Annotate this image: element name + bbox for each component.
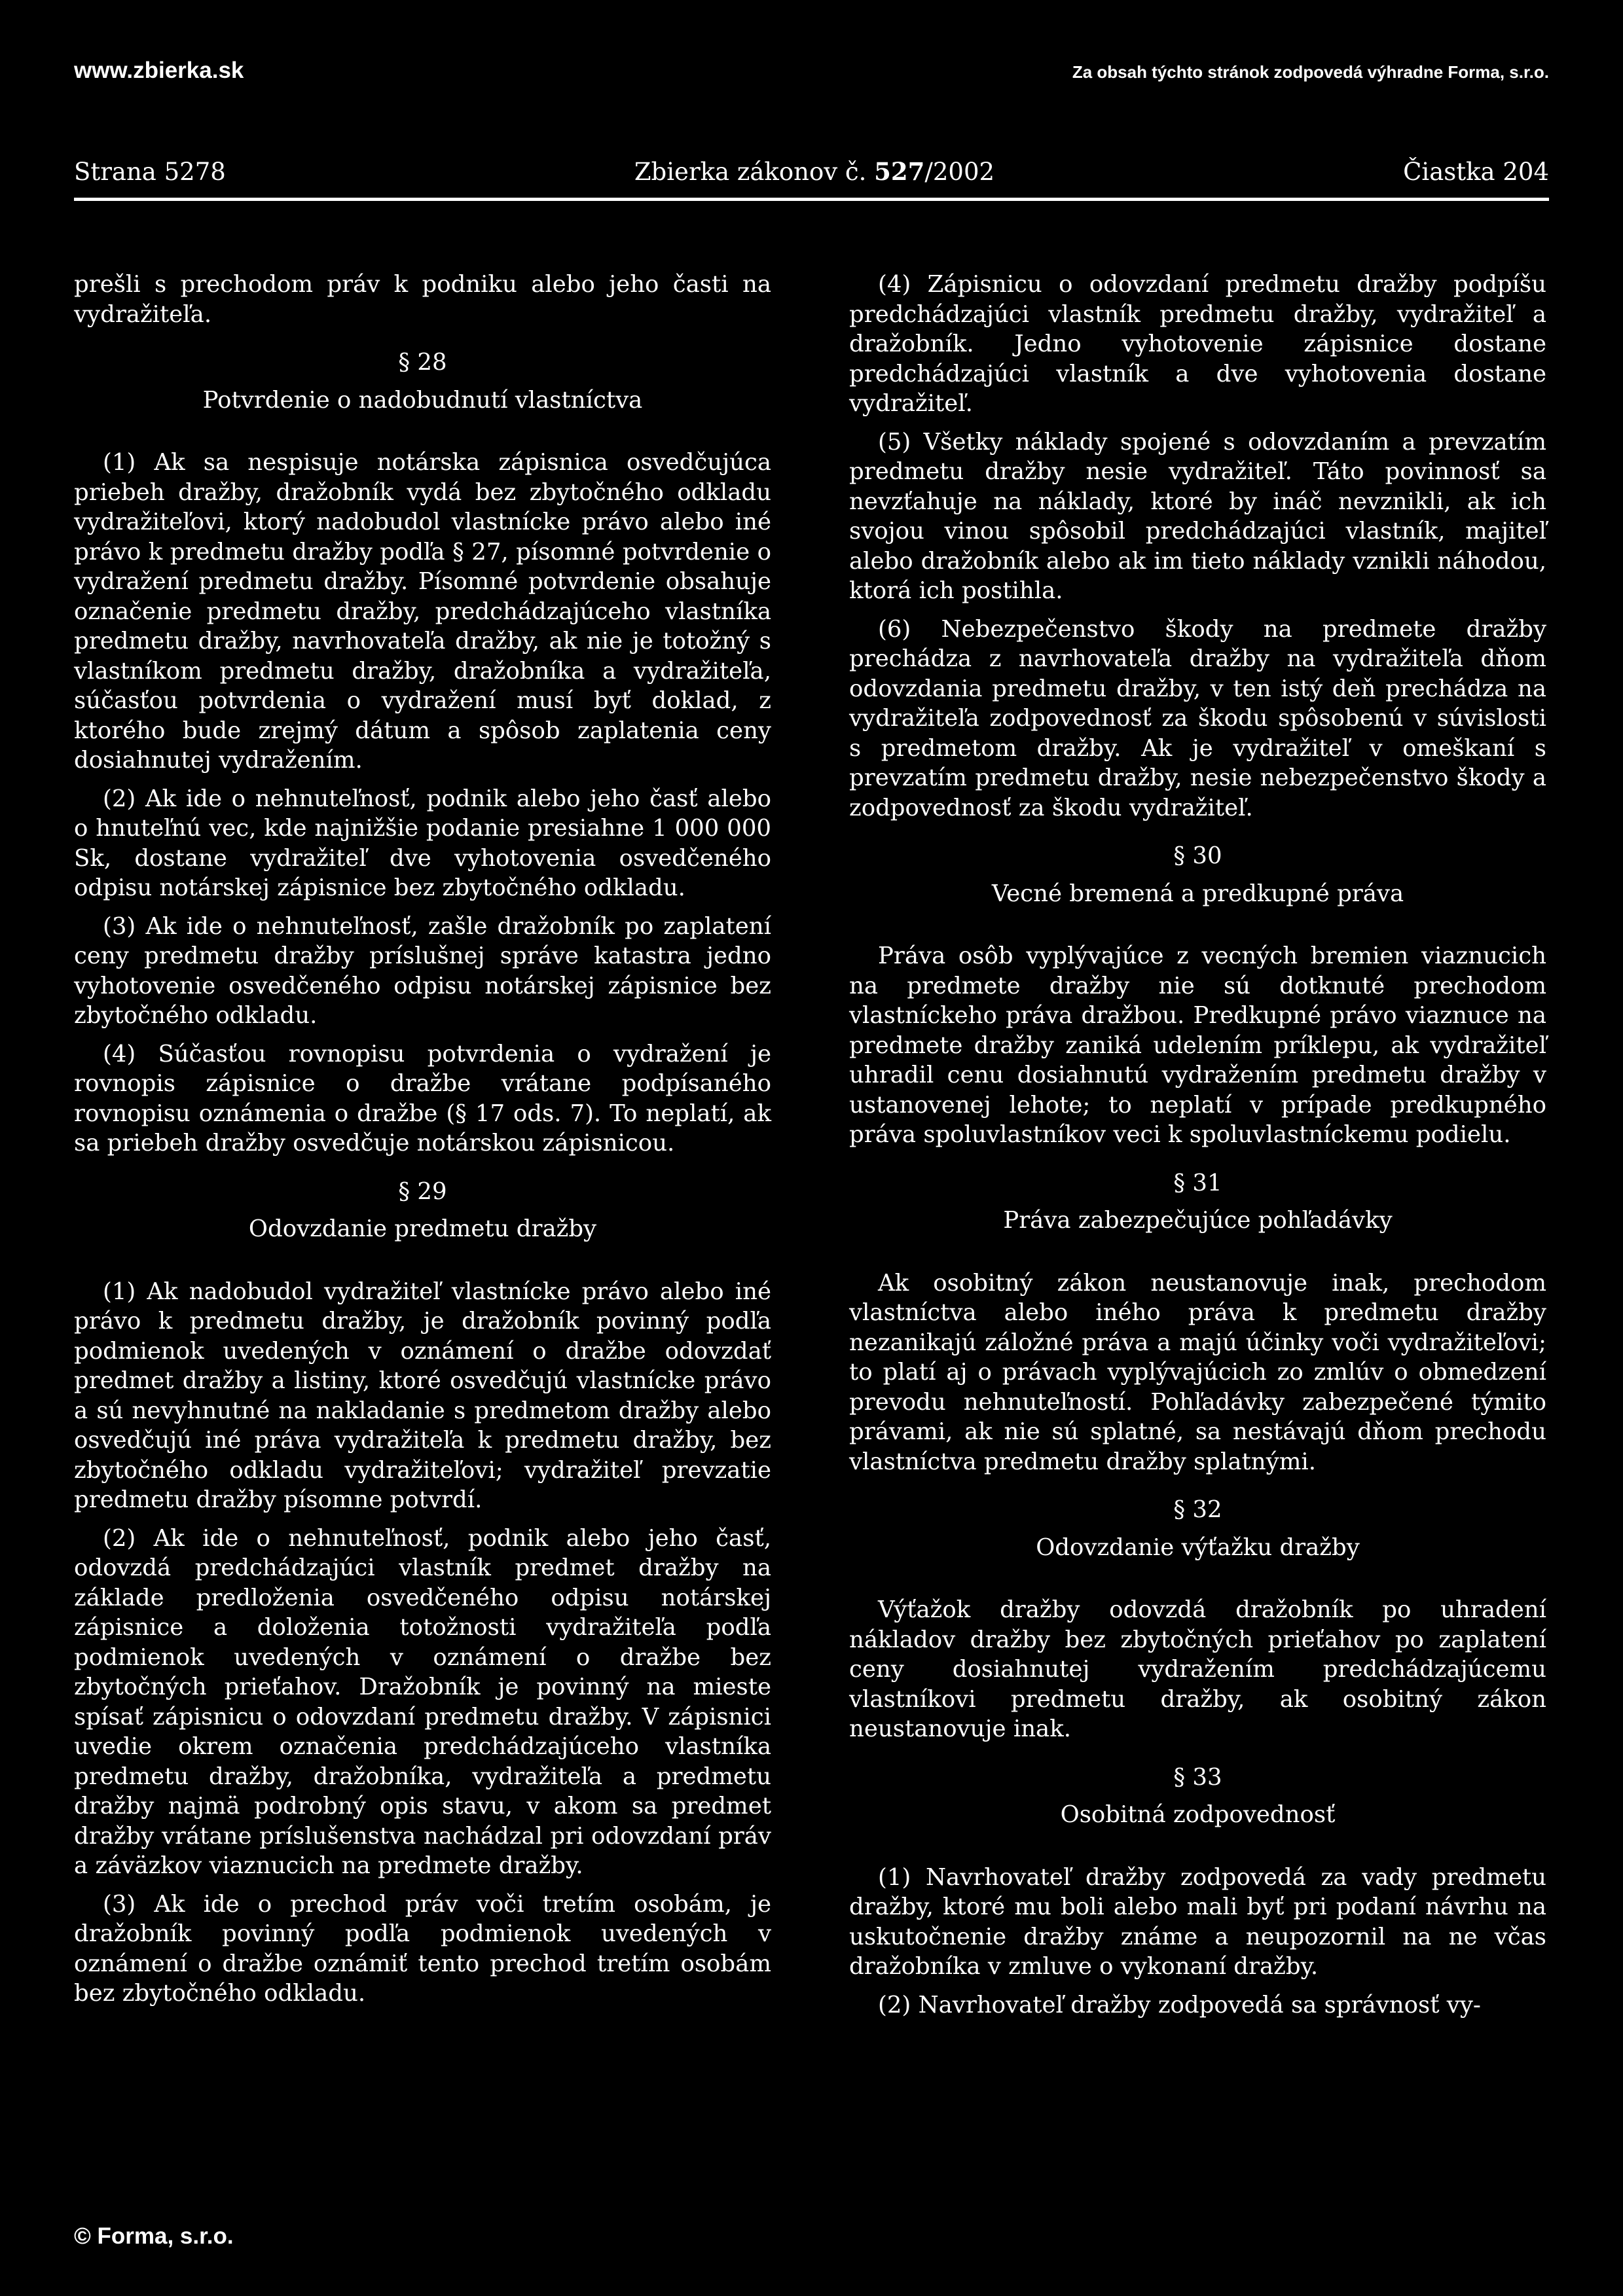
right-column — [849, 270, 1546, 2028]
section-title: Práva zabezpečujúce pohľadávky — [1003, 1207, 1393, 1234]
paragraph: (4) Zápisnicu o odovzdaní predmetu dražby podpíšu predchádzajúci vlastník predmetu dražby, vydražiteľ a dražobník. Jedno vyhotovenie zápisnice dostane predchádzajúci vlastník a dve vyhotovenia dostane vydražiteľ. — [849, 271, 1546, 417]
collection-year: /2002 — [924, 158, 995, 186]
issue-number: Čiastka 204 — [1403, 158, 1549, 186]
paragraph: (2) Ak ide o nehnuteľnosť, podnik alebo jeho časť alebo o hnuteľnú vec, kde najnižšie podanie presiahne 1 000 000 Sk, dostane vydražiteľ dve vyhotovenia osvedčeného odpisu notárskej zápisnice bez zbytočného odkladu. — [74, 785, 771, 901]
running-head — [74, 157, 1549, 201]
paragraph: (3) Ak ide o nehnuteľnosť, zašle dražobník po zaplatení ceny predmetu dražby príslušnej správe katastra jedno vyhotovenie osvedčeného odpisu notárskej zápisnice bez zbytočného odkladu. — [74, 912, 771, 1029]
section-number: § 30 — [1173, 842, 1222, 869]
site-url-link[interactable]: www.zbierka.sk — [74, 58, 244, 83]
site-header — [74, 58, 1549, 84]
collection-number: 527 — [874, 157, 925, 186]
paragraph: (5) Všetky náklady spojené s odovzdaním a prevzatím predmetu dražby nesie vydražiteľ. Táto povinnosť sa nevzťahuje na náklady, ktoré by ináč nevznikli, ak ich svojou vinou spôsobil predchádzajúci vlastník, majiteľ alebo dražobník alebo ak im tieto náklady vznikli náhodou, ktorá ich postihla. — [849, 428, 1546, 604]
section-number: § 33 — [1173, 1763, 1222, 1791]
paragraph: Ak osobitný zákon neustanovuje inak, prechodom vlastníctva alebo iného práva k predmetu dražby nezanikajú záložné práva a majú účinky voči vydražiteľovi; to platí aj o právach vyplývajúcich zo zmlúv o obmedzení prevodu nehnuteľností. Pohľadávky zabezpečené týmito právami, ak nie sú splatné, sa nestávajú dňom prechodu vlastníctva predmetu dražby splatnými. — [849, 1269, 1546, 1475]
section-number: § 29 — [398, 1177, 447, 1205]
site-disclaimer: Za obsah týchto stránok zodpovedá výhradne Forma, s.r.o. — [1072, 62, 1549, 82]
section-number: § 28 — [398, 349, 447, 376]
paragraph: (1) Ak nadobudol vydražiteľ vlastnícke právo alebo iné právo k predmetu dražby, je dražobník povinný podľa podmienok uvedených v oznámení o dražbe odovzdať predmet dražby a listiny, ktoré osvedčujú vlastnícke právo a sú nevyhnutné na nakladanie s predmetom dražby alebo osvedčujú iné práva vydražiteľa k predmetu dražby, bez zbytočného odkladu vydražiteľovi; vydražiteľ prevzatie predmetu dražby písomne potvrdí. — [74, 1278, 771, 1513]
paragraph: (1) Navrhovateľ dražby zodpovedá za vady predmetu dražby, ktoré mu boli alebo mali byť pri podaní návrhu na uskutočnenie dražby známe a neupozornil na ne včas dražobníka v zmluve o vykonaní dražby. — [849, 1863, 1546, 1980]
page-number: Strana 5278 — [74, 158, 226, 186]
paragraph: (4) Súčasťou rovnopisu potvrdenia o vydražení je rovnopis zápisnice o dražbe vrátane podpísaného rovnopisu oznámenia o dražbe (§ 17 ods. 7). To neplatí, ak sa priebeh dražby osvedčuje notárskou zápisnicou. — [74, 1040, 771, 1157]
footer-copyright: © Forma, s.r.o. — [74, 2223, 234, 2249]
paragraph: (6) Nebezpečenstvo škody na predmete dražby prechádza z navrhovateľa dražby na vydražiteľa dňom odovzdania predmetu dražby, v ten istý deň prechádza na vydražiteľa zodpovednosť za škodu spôsobenú v súvislosti s predmetom dražby. Ak je vydražiteľ v omeškaní s prevzatím predmetu dražby, nesie nebezpečenstvo škody a zodpovednosť za škodu vydražiteľ. — [849, 615, 1546, 821]
section-title: Odovzdanie výťažku dražby — [1036, 1534, 1360, 1561]
intro-paragraph: prešli s prechodom práv k podniku alebo jeho časti na vydražiteľa. — [74, 271, 771, 328]
paragraph: Práva osôb vyplývajúce z vecných bremien viaznucich na predmete dražby nie sú dotknuté prechodom vlastníckeho práva dražbou. Predkupné právo viaznuce na predmete dražby zaniká udelením príklepu, ak vydražiteľ uhradil cenu dosiahnutú vydražením predmetu dražby v ustanovenej lehote; to neplatí v prípade predkupného práva spoluvlastníkov veci k spoluvlastníckemu podielu. — [849, 942, 1546, 1148]
paragraph: (2) Ak ide o nehnuteľnosť, podnik alebo jeho časť, odovzdá predchádzajúci vlastník predmet dražby na základe predloženia osvedčeného odpisu notárskej zápisnice a doloženia totožnosti vydražiteľa podľa podmienok uvedených v oznámení o dražbe bez zbytočných prieťahov. Dražobník je povinný na mieste spísať zápisnicu o odovzdaní predmetu dražby. V zápisnici uvedie okrem označenia predchádzajúceho vlastníka predmetu dražby, dražobníka, vydražiteľa a predmetu dražby najmä podrobný opis stavu, v akom sa predmet dražby vrátane príslušenstva nachádzal pri odovzdaní práv a záväzkov viaznucich na predmete dražby. — [74, 1524, 771, 1879]
section-number: § 31 — [1173, 1169, 1222, 1196]
left-column — [74, 270, 771, 2017]
section-title: Osobitná zodpovednosť — [1060, 1801, 1336, 1828]
section-title: Vecné bremená a predkupné práva — [991, 880, 1404, 907]
collection-reference — [634, 157, 994, 186]
paragraph: (3) Ak ide o prechod práv voči tretím osobám, je dražobník povinný podľa podmienok uvedených v oznámení o dražbe oznámiť tento prechod tretím osobám bez zbytočného odkladu. — [74, 1890, 771, 2007]
paragraph: (1) Ak sa nespisuje notárska zápisnica osvedčujúca priebeh dražby, dražobník vydá bez zbytočného odkladu vydražiteľovi, ktorý nadobudol vlastnícke právo alebo iné právo k predmetu dražby podľa § 27, písomné potvrdenie o vydražení predmetu dražby. Písomné potvrdenie obsahuje označenie predmetu dražby, predchádzajúceho vlastníka predmetu dražby, navrhovateľa dražby, ak nie je totožný s vlastníkom predmetu dražby, dražobníka a vydražiteľa, súčasťou potvrdenia o vydražení musí byť doklad, z ktorého bude zrejmý dátum a spôsob zaplatenia ceny dosiahnutej vydražením. — [74, 449, 771, 774]
paragraph: (2) Navrhovateľ dražby zodpovedá sa správnosť vy- — [878, 1991, 1481, 2018]
collection-prefix: Zbierka zákonov č. — [634, 158, 875, 186]
paragraph: Výťažok dražby odovzdá dražobník po uhradení nákladov dražby bez zbytočných prieťahov po zaplatení ceny dosiahnutej vydražením predchádzajúcemu vlastníkovi predmetu dražby, ak osobitný zákon neustanovuje inak. — [849, 1596, 1546, 1742]
section-number: § 32 — [1173, 1496, 1222, 1523]
section-title: Potvrdenie o nadobudnutí vlastníctva — [202, 386, 643, 414]
section-title: Odovzdanie predmetu dražby — [248, 1215, 597, 1242]
